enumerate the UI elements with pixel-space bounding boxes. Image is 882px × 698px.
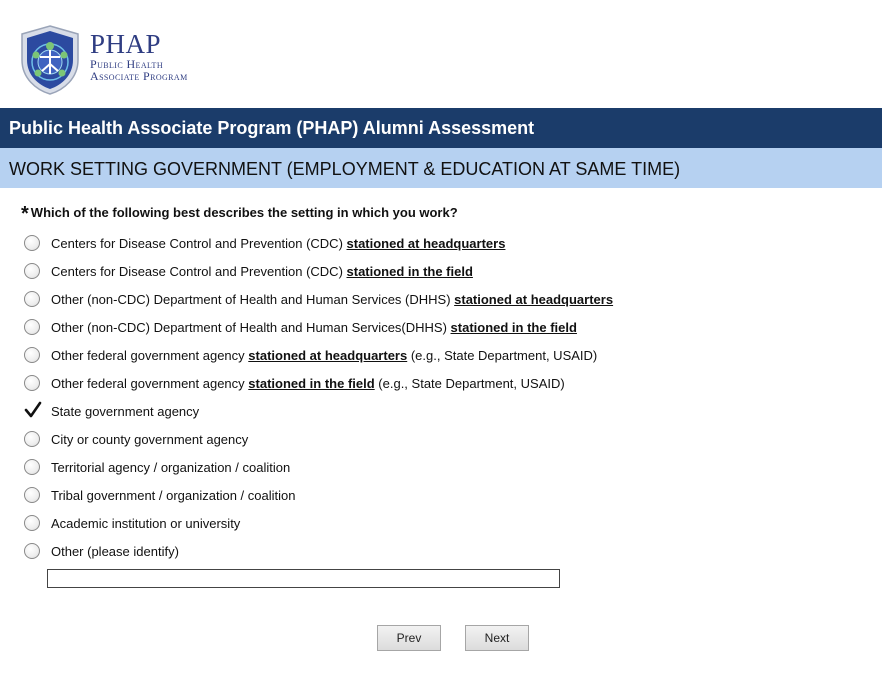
prev-button[interactable]: Prev	[377, 625, 441, 651]
radio-button[interactable]	[24, 235, 40, 251]
required-asterisk-icon: *	[21, 203, 29, 225]
option-cdc-field[interactable]	[24, 257, 864, 285]
option-label: Other federal government agency stationed in the field (e.g., State Department, USAID)	[51, 375, 565, 391]
logo-subtitle-line2: Associate Program	[90, 69, 188, 83]
checkmark-icon	[23, 400, 43, 420]
option-federal-field[interactable]	[24, 369, 864, 397]
radio-button-checked[interactable]	[24, 403, 40, 419]
option-federal-headquarters[interactable]	[24, 341, 864, 369]
radio-button[interactable]	[24, 459, 40, 475]
logo-title: PHAP	[90, 29, 162, 59]
option-label: Other (non-CDC) Department of Health and Human Services(DHHS) stationed in the field	[51, 319, 577, 335]
option-label: City or county government agency	[51, 431, 249, 447]
option-label: Other (non-CDC) Department of Health and Human Services (DHHS) stationed at headquarters	[51, 291, 614, 307]
option-label: State government agency	[51, 403, 200, 419]
logo-subtitle-line1: Public Health	[90, 57, 164, 71]
option-label: Tribal government / organization / coalition	[51, 487, 296, 503]
other-identify-input[interactable]	[47, 569, 560, 588]
shield-logo-icon	[18, 24, 82, 96]
radio-button[interactable]	[24, 263, 40, 279]
radio-button[interactable]	[24, 543, 40, 559]
next-button[interactable]: Next	[465, 625, 529, 651]
option-label: Centers for Disease Control and Prevention (CDC) stationed at headquarters	[51, 235, 506, 251]
option-list	[24, 229, 864, 565]
radio-button[interactable]	[24, 347, 40, 363]
option-city-county[interactable]	[24, 425, 864, 453]
option-territorial[interactable]	[24, 453, 864, 481]
radio-button[interactable]	[24, 487, 40, 503]
radio-button[interactable]	[24, 375, 40, 391]
option-label: Academic institution or university	[51, 515, 241, 531]
radio-button[interactable]	[24, 431, 40, 447]
option-cdc-headquarters[interactable]	[24, 229, 864, 257]
radio-button[interactable]	[24, 291, 40, 307]
option-academic[interactable]	[24, 509, 864, 537]
option-label: Territorial agency / organization / coalition	[51, 459, 291, 475]
option-label: Other (please identify)	[51, 543, 179, 559]
option-label: Centers for Disease Control and Prevention (CDC) stationed in the field	[51, 263, 473, 279]
option-state-government[interactable]	[24, 397, 864, 425]
option-dhhs-field[interactable]	[24, 313, 864, 341]
section-title: WORK SETTING GOVERNMENT (EMPLOYMENT & EDUCATION AT SAME TIME)	[0, 148, 882, 188]
option-dhhs-headquarters[interactable]	[24, 285, 864, 313]
phap-logo	[18, 24, 188, 96]
radio-button[interactable]	[24, 319, 40, 335]
option-label: Other federal government agency stationed at headquarters (e.g., State Department, USAID)	[51, 347, 598, 363]
option-other[interactable]	[24, 537, 864, 565]
page-title: Public Health Associate Program (PHAP) Alumni Assessment	[0, 108, 882, 148]
radio-button[interactable]	[24, 515, 40, 531]
option-tribal[interactable]	[24, 481, 864, 509]
question	[21, 203, 458, 225]
question-text: Which of the following best describes the setting in which you work?	[30, 205, 458, 220]
